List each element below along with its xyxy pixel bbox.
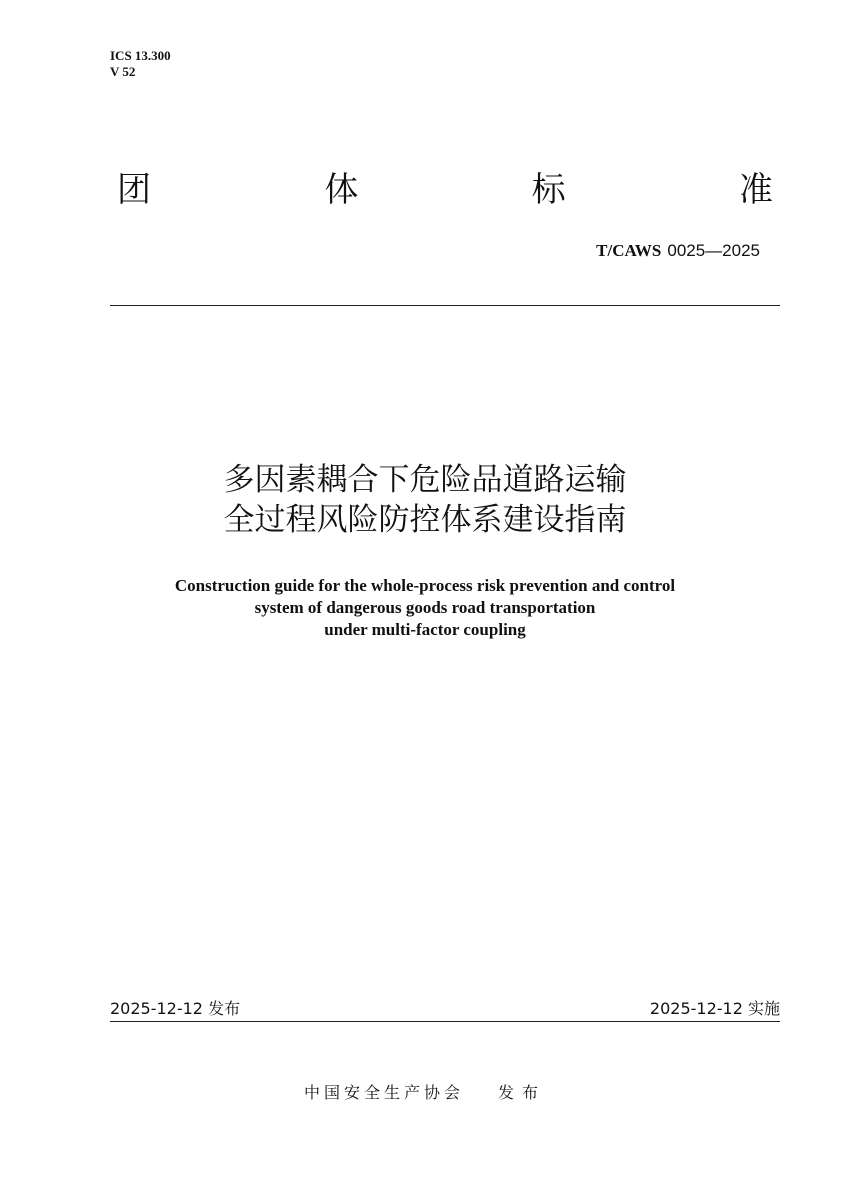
classification-codes [110, 48, 171, 80]
standard-type-char: 团 [117, 170, 151, 210]
chinese-title-line-2: 全过程风险防控体系建设指南 [223, 502, 627, 538]
standard-code: T/CAWS [596, 241, 662, 260]
publisher-line [0, 1083, 850, 1103]
standard-type-char: 准 [738, 170, 773, 210]
english-title-line-2: system of dangerous goods road transportation [254, 598, 596, 617]
english-title-line-3: under multi-factor coupling [324, 620, 526, 639]
implementation-date: 2025-12-12 实施 [649, 999, 780, 1018]
standard-type-char: 体 [324, 170, 359, 210]
standard-type-heading [110, 168, 780, 212]
issue-date: 2025-12-12 发布 [110, 999, 241, 1018]
standard-type-char: 标 [531, 170, 566, 210]
publish-label: 发布 [498, 1083, 547, 1102]
bottom-divider [110, 1021, 780, 1022]
publisher-organization: 中国安全生产协会 [303, 1083, 464, 1102]
ccs-code: V 52 [110, 64, 136, 79]
standard-serial: 0025—2025 [667, 241, 760, 260]
english-title [0, 575, 850, 641]
standard-number [596, 240, 760, 262]
ics-code: ICS 13.300 [110, 48, 171, 63]
english-title-line-1: Construction guide for the whole-process risk prevention and control [174, 576, 676, 595]
chinese-title [0, 460, 850, 540]
top-divider [110, 305, 780, 306]
chinese-title-line-1: 多因素耦合下危险品道路运输 [223, 462, 627, 498]
